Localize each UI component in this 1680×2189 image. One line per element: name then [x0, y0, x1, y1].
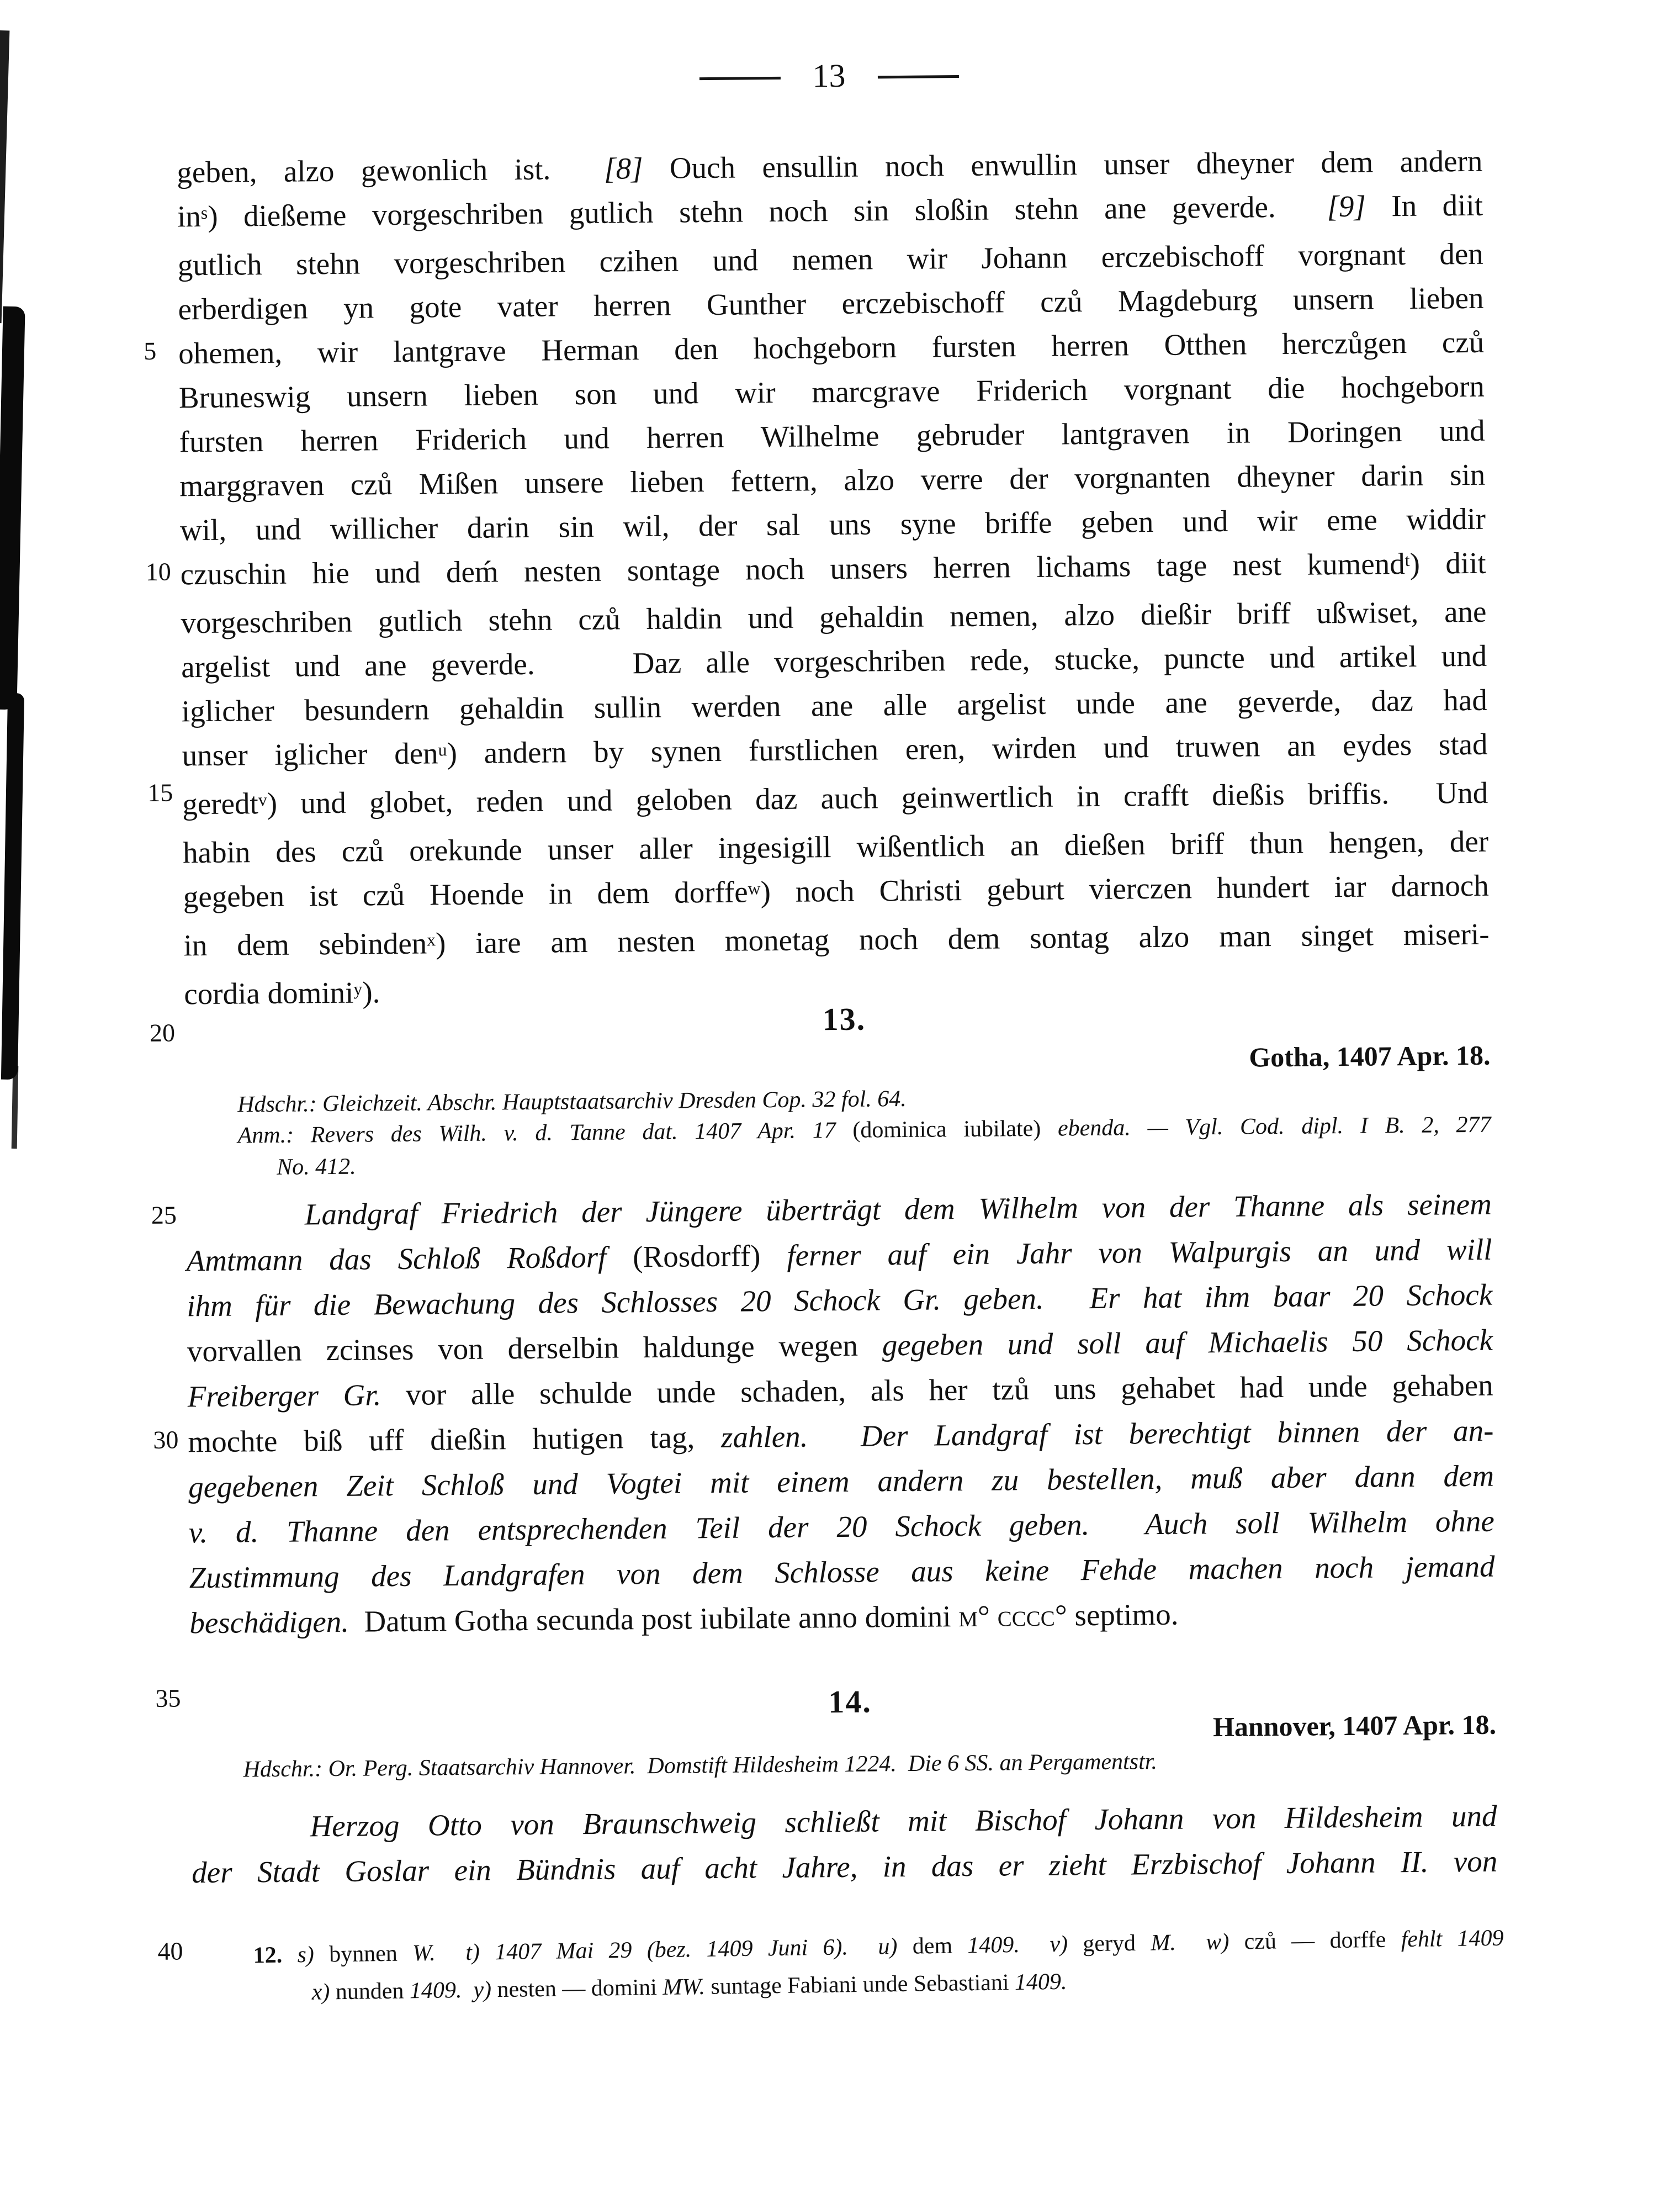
text-line: $in^s$) dießeme vorgeschriben gutlich stehn noch sin sloßin stehn ane geverde. [9] In diit	[177, 188, 1483, 234]
entry-13-anm-continuation: No. 412.	[276, 1154, 356, 1180]
text-line: czuschin hie und deḿ nesten sontage noch unsers herren lichams tage nest kumend$^t$) diit	[180, 546, 1486, 591]
text-line: habin des czů orekunde unser aller ingesigill wißentlich an dießen briff thun hengen, der	[182, 824, 1489, 870]
regest-line: gegebenen Zeit Schloß und Vogtei mit einem andern zu bestellen, muß aber dann dem	[188, 1458, 1494, 1504]
text-line: gutlich stehn vorgeschriben czihen und nemen wir Johann erczebischoff vorgnant den	[177, 236, 1484, 282]
entry-13-number: 13.	[822, 1001, 866, 1038]
text-line: cordia domini$^y$).	[184, 975, 380, 1011]
regest-line: Zustimmung des Landgrafen von dem Schlosse aus keine Fehde machen noch jemand	[189, 1549, 1495, 1595]
regest-line: beschädigen. Datum Gotha secunda post iubilate anno domini m° cccc° septimo.	[189, 1597, 1179, 1640]
text-line: geben, alzo gewonlich ist. [8] Ouch ensullin noch enwullin unser dheyner dem andern	[177, 144, 1483, 189]
regest-line: Landgraf Friedrich der Jüngere überträgt dem Wilhelm von der Thanne als seinem	[304, 1187, 1492, 1231]
footnote-line: x) nunden 1409. y) nesten — domini MW. suntage Fabiani unde Sebastiani 1409.	[311, 1969, 1067, 2005]
regest-line: Amtmann das Schloß Roßdorf (Rosdorff) ferner auf ein Jahr von Walpurgis an und will	[186, 1232, 1492, 1278]
line-number-35: 35	[155, 1684, 181, 1712]
header-rule-right	[877, 75, 958, 78]
text-line: argelist und ane geverde. Daz alle vorgeschriben rede, stucke, puncte und artikel und	[181, 638, 1487, 684]
text-line: Bruneswig unsern lieben son und wir marcgrave Friderich vorgnant die hochgeborn	[178, 369, 1485, 415]
entry-13-regest-block	[186, 1182, 1496, 1646]
entry-13-hdschr: Hdschr.: Gleichzeit. Abschr. Hauptstaatsarchiv Dresden Cop. 32 fol. 64.	[237, 1086, 907, 1118]
text-line: marggraven czů Mißen unsere lieben fettern, alzo verre der vorgnanten dheyner darin sin	[179, 457, 1486, 503]
entry-14-number: 14.	[828, 1683, 872, 1720]
entry-14-hdschr: Hdschr.: Or. Perg. Staatsarchiv Hannover. Domstift Hildesheim 1224. Die 6 SS. an Pergamentstr.	[243, 1749, 1158, 1783]
text-line: fursten herren Friderich und herren Wilhelme gebruder lantgraven in Doringen und	[179, 413, 1485, 459]
text-line: vorgeschriben gutlich stehn czů haldin und gehaldin nemen, alzo dießir briff ußwiset, ane	[181, 594, 1487, 640]
entry-12-text-block	[177, 139, 1490, 1021]
text-line: geredt$^v$) und globet, reden und geloben daz auch geinwertlich in crafft dießis briffis. Und	[182, 775, 1488, 821]
text-line: unser iglicher den$^u$) andern by synen furstlichen eren, wirden und truwen an eydes stad	[182, 727, 1488, 773]
entry-14-place-date: Hannover, 1407 Apr. 18.	[1212, 1709, 1497, 1743]
page-number: 13	[812, 57, 846, 94]
regest-line: vorvallen zcinses von derselbin haldunge wegen gegeben und soll auf Michaelis 50 Schock	[187, 1323, 1493, 1368]
line-number-30: 30	[153, 1425, 179, 1454]
regest-line: der Stadt Goslar ein Bündnis auf acht Jahre, in das er zieht Erzbischof Johann II. von	[191, 1844, 1498, 1890]
header-rule-left	[699, 76, 780, 80]
entry-14-regest-block	[191, 1794, 1497, 1896]
footnotes-block	[253, 1920, 1504, 2012]
entry-13-anm: Anm.: Revers des Wilh. v. d. Tanne dat. 1407 Apr. 17 (dominica iubilate) ebenda. — Vgl. Cod. dipl. I B. 2, 277	[237, 1112, 1491, 1149]
line-number-15: 15	[147, 778, 173, 807]
line-number-40: 40	[157, 1937, 183, 1965]
text-line: wil, und willicher darin sin wil, der sal uns syne briffe geben und wir eme widdir	[179, 501, 1486, 547]
regest-line: mochte biß uff dießin hutigen tag, zahlen. Der Landgraf ist berechtigt binnen der an-	[188, 1413, 1494, 1459]
line-number-25: 25	[151, 1201, 177, 1229]
line-number-10: 10	[145, 557, 171, 586]
line-number-20: 20	[149, 1018, 176, 1047]
text-line: erberdigen yn gote vater herren Gunther erczebischoff czů Magdeburg unsern lieben	[178, 281, 1484, 326]
regest-line: Freiberger Gr. vor alle schulde unde schaden, als her tzů uns gehabet had unde gehaben	[187, 1368, 1493, 1414]
text-line: in dem sebinden$^x$) iare am nesten monetag noch dem sontag alzo man singet miseri-	[183, 917, 1490, 963]
line-number-5: 5	[143, 336, 157, 365]
page-header	[121, 50, 1538, 101]
regest-line: ihm für die Bewachung des Schlosses 20 Schock Gr. geben. Er hat ihm baar 20 Schock	[187, 1277, 1493, 1323]
regest-line: Herzog Otto von Braunschweig schließt mit Bischof Johann von Hildesheim und	[310, 1799, 1497, 1843]
entry-13-place-date: Gotha, 1407 Apr. 18.	[1249, 1039, 1491, 1073]
text-line: gegeben ist czů Hoende in dem dorffe$^w$) noch Christi geburt vierczen hundert iar darnoch	[183, 868, 1490, 914]
regest-line: v. d. Thanne den entsprechenden Teil der 20 Schock geben. Auch soll Wilhelm ohne	[188, 1504, 1495, 1550]
text-line: ohemen, wir lantgrave Herman den hochgeborn fursten herren Otthen herczůgen czů	[178, 325, 1485, 371]
footnote-line: 12. s) bynnen W. t) 1407 Mai 29 (bez. 1409 Juni 6). u) dem 1409. v) geryd M. w) czů — dorffe fehlt 1409	[253, 1925, 1504, 1969]
text-line: iglicher besundern gehaldin sullin werden ane alle argelist unde ane geverde, daz had	[181, 683, 1488, 728]
